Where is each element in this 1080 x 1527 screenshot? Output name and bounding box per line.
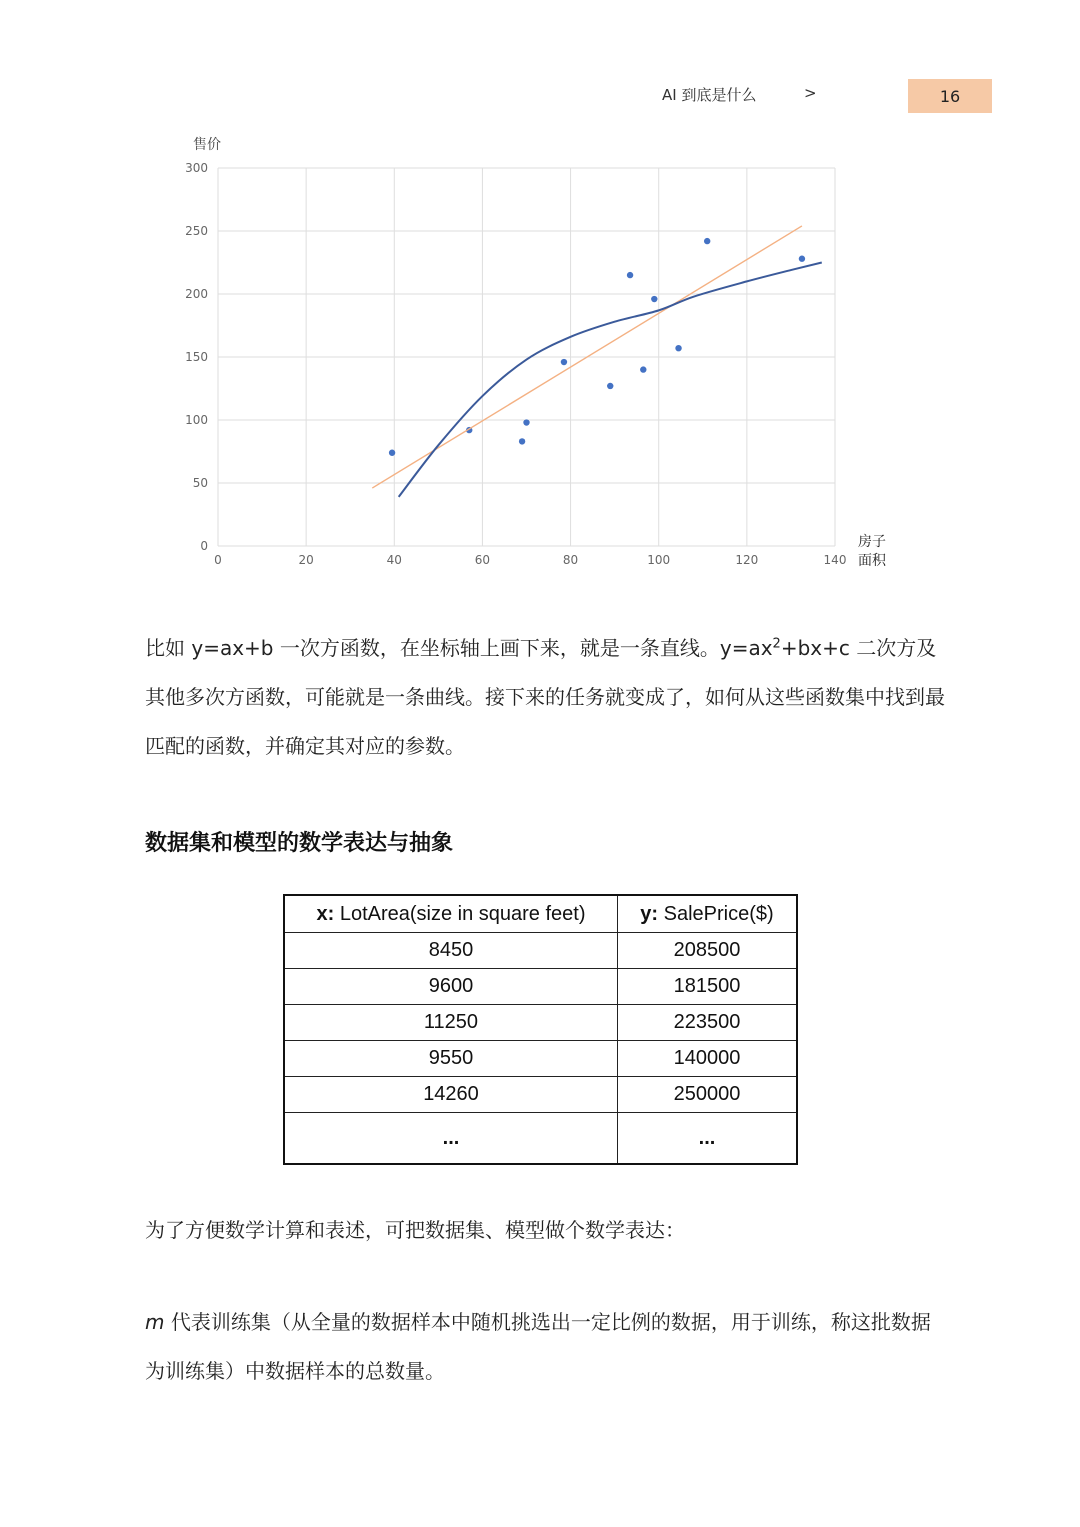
data-point	[519, 438, 525, 444]
data-point	[640, 366, 646, 372]
x-tick-label: 140	[823, 553, 847, 567]
y-tick-label: 100	[185, 413, 208, 427]
table-cell: 140000	[618, 1041, 798, 1077]
table-cell: ...	[284, 1113, 618, 1165]
y-tick-label: 150	[185, 350, 208, 364]
data-point	[607, 383, 613, 389]
data-point	[523, 419, 529, 425]
y-axis-label: 售价	[193, 137, 221, 153]
data-point	[627, 272, 633, 278]
table-cell: 181500	[618, 969, 798, 1005]
data-table	[283, 894, 798, 1165]
paragraph-math-expression: 为了方便数学计算和表述，可把数据集、模型做个数学表达：	[145, 1218, 685, 1242]
data-point	[675, 345, 681, 351]
table-row	[284, 1041, 797, 1077]
y-tick-label: 50	[192, 476, 208, 490]
paragraph-functions	[145, 624, 945, 771]
paragraph-functions-part2: +bx+c 二次方及其他多次方函数，可能就是一条曲线。接下来的任务就变成了，如何从这些函数集中找到最匹配的函数，并确定其对应的参数。	[145, 636, 945, 758]
y-tick-label: 0	[200, 539, 208, 553]
header-x-label: LotArea(size in square feet)	[334, 902, 586, 925]
x-tick-label: 120	[735, 553, 759, 567]
paragraph-training-set-text: 代表训练集（从全量的数据样本中随机挑选出一定比例的数据，用于训练，称这批数据为训练集）中数据样本的总数量。	[145, 1310, 931, 1383]
data-point	[389, 450, 395, 456]
y-tick-label: 200	[185, 287, 208, 301]
y-tick-label: 250	[185, 224, 208, 238]
x-tick-label: 20	[298, 553, 314, 567]
table-cell: 208500	[618, 933, 798, 969]
table-row	[284, 1077, 797, 1113]
header-x-prefix: x:	[316, 902, 335, 925]
header-title: AI 到底是什么	[662, 86, 757, 104]
table-header-y	[618, 895, 798, 933]
table-cell: 223500	[618, 1005, 798, 1041]
header-y-label: SalePrice($)	[658, 902, 774, 925]
data-point	[561, 359, 567, 365]
x-tick-label: 100	[647, 553, 671, 567]
table-header-x	[284, 895, 618, 933]
data-point	[704, 238, 710, 244]
exponent: 2	[772, 636, 781, 652]
x-tick-label: 60	[474, 553, 491, 567]
section-heading: 数据集和模型的数学表达与抽象	[145, 831, 454, 856]
paragraph-functions-part1: 比如 y=ax+b 一次方函数，在坐标轴上画下来，就是一条直线。y=ax	[145, 636, 773, 660]
table-row	[284, 933, 797, 969]
table-row-ellipsis	[284, 1113, 797, 1165]
chart-grid	[218, 168, 835, 546]
header-arrow: >	[804, 84, 817, 102]
x-tick-label: 40	[386, 553, 402, 567]
table-cell: 9600	[284, 969, 618, 1005]
x-tick-label: 0	[214, 553, 222, 567]
polynomial-fit-curve	[399, 263, 822, 497]
x-axis-label-line2: 面积	[858, 553, 886, 569]
chart-series	[372, 226, 822, 497]
table-cell: 9550	[284, 1041, 618, 1077]
paragraph-training-set	[145, 1298, 945, 1396]
table-row	[284, 969, 797, 1005]
variable-m: m	[145, 1310, 165, 1334]
table-cell: 8450	[284, 933, 618, 969]
table-cell: 14260	[284, 1077, 618, 1113]
table-header-row	[284, 895, 797, 933]
table-cell: ...	[618, 1113, 798, 1165]
y-tick-label: 300	[185, 161, 208, 175]
data-point	[651, 296, 657, 302]
page-number-badge: 16	[908, 79, 992, 113]
header-y-prefix: y:	[640, 902, 659, 925]
table-row	[284, 1005, 797, 1041]
data-point	[799, 256, 805, 262]
scatter-chart	[150, 128, 910, 578]
table-cell: 250000	[618, 1077, 798, 1113]
x-axis-label-line1: 房子	[858, 534, 886, 550]
table-cell: 11250	[284, 1005, 618, 1041]
x-tick-label: 80	[562, 553, 579, 567]
